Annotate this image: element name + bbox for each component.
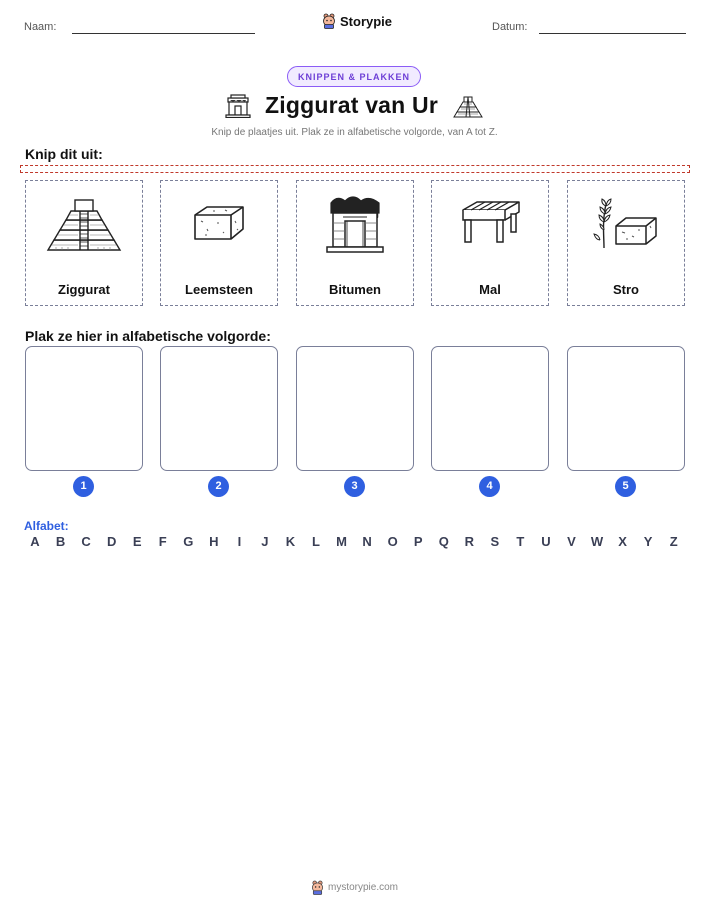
alphabet-letter: X — [618, 534, 627, 549]
storypie-logo-icon — [322, 13, 336, 29]
alphabet-letter: U — [541, 534, 551, 549]
alphabet-letter: I — [237, 534, 242, 549]
number-badge-5: 5 — [615, 476, 636, 497]
date-label: Datum: — [492, 21, 528, 33]
cut-card-bitumen[interactable] — [296, 180, 414, 306]
alphabet-letter: F — [158, 534, 167, 549]
alphabet-letter: V — [567, 534, 576, 549]
alphabet-letter: B — [55, 534, 66, 549]
storypie-logo-icon — [311, 880, 324, 895]
card-label: Leemsteen — [185, 282, 253, 297]
alphabet-letter: Y — [643, 534, 653, 549]
alphabet-letter: Z — [669, 534, 678, 549]
alphabet-letter: E — [132, 534, 142, 549]
alphabet-title: Alfabet: — [24, 519, 69, 533]
title-row — [0, 92, 709, 119]
subtitle: Knip de plaatjes uit. Plak ze in alfabetische volgorde, van A tot Z. — [211, 127, 498, 138]
name-label: Naam: — [24, 21, 57, 33]
alphabet-letter: J — [261, 534, 269, 549]
cut-card-stro[interactable] — [567, 180, 685, 306]
footer — [0, 880, 709, 895]
card-label: Bitumen — [329, 282, 381, 297]
paste-section-title: Plak ze hier in alfabetische volgorde: — [25, 328, 271, 344]
bitumen-building-icon — [323, 193, 387, 255]
number-badge-2: 2 — [208, 476, 229, 497]
cut-card-ziggurat[interactable] — [25, 180, 143, 306]
page-title: Ziggurat van Ur — [265, 92, 438, 118]
alphabet-letter: A — [30, 534, 40, 549]
number-badge-3: 3 — [344, 476, 365, 497]
alphabet-letter: C — [81, 534, 91, 549]
paste-box-5[interactable] — [567, 346, 685, 471]
paste-box-2[interactable] — [160, 346, 278, 471]
paste-box-4[interactable] — [431, 346, 549, 471]
straw-brick-icon — [590, 196, 662, 252]
card-label: Ziggurat — [58, 282, 110, 297]
card-label: Mal — [479, 282, 501, 297]
temple-icon — [225, 94, 251, 118]
number-badge-1: 1 — [73, 476, 94, 497]
number-badge-4: 4 — [479, 476, 500, 497]
alphabet-letter: G — [183, 534, 194, 549]
mud-brick-icon — [187, 199, 251, 249]
alphabet-letter: R — [464, 534, 474, 549]
alphabet-letter: O — [387, 534, 398, 549]
ziggurat-icon — [44, 194, 124, 254]
cut-card-leemsteen[interactable] — [160, 180, 278, 306]
ziggurat-small-icon — [452, 94, 484, 118]
alphabet-letter: K — [285, 534, 296, 549]
card-label: Stro — [613, 282, 639, 297]
alphabet-letter: T — [516, 534, 525, 549]
alphabet-row — [25, 534, 684, 549]
date-line[interactable] — [539, 33, 686, 34]
alphabet-letter: W — [590, 534, 604, 549]
cut-section-title: Knip dit uit: — [25, 146, 103, 162]
alphabet-letter: M — [336, 534, 347, 549]
alphabet-letter: P — [413, 534, 423, 549]
alphabet-letter: Q — [438, 534, 449, 549]
brand — [322, 13, 392, 29]
alphabet-letter: H — [209, 534, 219, 549]
alphabet-letter: S — [490, 534, 500, 549]
alphabet-letter: N — [362, 534, 372, 549]
brand-name: Storypie — [340, 13, 393, 29]
name-line[interactable] — [72, 33, 255, 34]
paste-box-3[interactable] — [296, 346, 414, 471]
activity-badge: KNIPPEN & PLAKKEN — [287, 66, 421, 87]
brick-mold-icon — [455, 196, 525, 252]
alphabet-letter: D — [106, 534, 117, 549]
alphabet-letter: L — [312, 534, 320, 549]
cut-line — [20, 165, 690, 173]
cut-card-mal[interactable] — [431, 180, 549, 306]
paste-box-1[interactable] — [25, 346, 143, 471]
footer-link[interactable]: mystorypie.com — [327, 882, 398, 893]
